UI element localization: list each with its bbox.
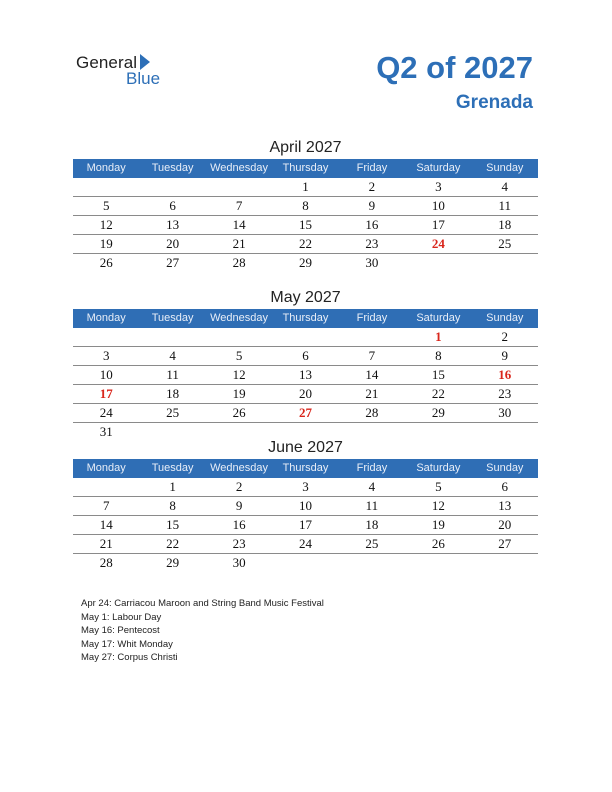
day-cell: 5 — [405, 478, 471, 497]
day-cell: 12 — [405, 497, 471, 516]
day-cell: 30 — [472, 404, 538, 423]
weekday-header: Monday — [73, 159, 139, 178]
day-cell: 14 — [73, 516, 139, 535]
day-cell: 6 — [472, 478, 538, 497]
day-cell: 24 — [405, 235, 471, 254]
day-cell: 8 — [139, 497, 205, 516]
day-cell: 3 — [405, 178, 471, 197]
holiday-notes — [81, 597, 324, 665]
day-cell: 16 — [206, 516, 272, 535]
day-cell: 13 — [472, 497, 538, 516]
day-cell: 27 — [166, 255, 180, 270]
calendar-grid — [73, 159, 538, 272]
weekday-header: Sunday — [472, 309, 538, 328]
empty-day-cell — [73, 478, 139, 497]
day-cell: 20 — [272, 385, 338, 404]
empty-day-cell — [472, 254, 538, 272]
day-cell: 25 — [472, 235, 538, 254]
weekday-header: Saturday — [405, 159, 471, 178]
day-cell: 21 — [206, 235, 272, 254]
day-cell: 2 — [339, 178, 405, 197]
empty-day-cell — [139, 178, 205, 197]
day-cell: 21 — [339, 385, 405, 404]
day-cell: 19 — [206, 385, 272, 404]
day-cell: 9 — [472, 347, 538, 366]
day-cell: 11 — [139, 366, 205, 385]
day-cell: 4 — [472, 178, 538, 197]
day-cell: 28 — [339, 404, 405, 423]
day-cell: 4 — [139, 347, 205, 366]
holiday-note: May 27: Corpus Christi — [81, 652, 178, 663]
day-cell: 29 — [166, 555, 180, 570]
day-cell: 10 — [73, 366, 139, 385]
day-cell: 23 — [339, 235, 405, 254]
calendar-grid — [73, 459, 538, 572]
day-cell: 22 — [272, 235, 338, 254]
day-cell: 6 — [272, 347, 338, 366]
weekday-header: Sunday — [472, 159, 538, 178]
day-cell: 11 — [339, 497, 405, 516]
day-cell: 1 — [272, 178, 338, 197]
day-cell: 6 — [139, 197, 205, 216]
month-calendar-may — [73, 287, 538, 441]
weekday-header: Monday — [73, 459, 139, 478]
empty-day-cell — [472, 554, 538, 572]
day-cell: 15 — [405, 366, 471, 385]
month-calendar-april — [73, 137, 538, 272]
weekday-header: Tuesday — [139, 309, 205, 328]
day-cell: 31 — [99, 424, 113, 439]
day-cell: 3 — [73, 347, 139, 366]
weekday-header: Saturday — [405, 459, 471, 478]
day-cell: 9 — [339, 197, 405, 216]
day-cell: 8 — [272, 197, 338, 216]
month-title: June 2027 — [268, 439, 343, 456]
weekday-header: Thursday — [272, 309, 338, 328]
day-cell: 1 — [405, 328, 471, 347]
day-cell: 29 — [298, 255, 312, 270]
day-cell: 5 — [206, 347, 272, 366]
day-cell: 16 — [339, 216, 405, 235]
day-cell: 30 — [232, 555, 246, 570]
day-cell: 4 — [339, 478, 405, 497]
day-cell: 23 — [206, 535, 272, 554]
day-cell: 2 — [472, 328, 538, 347]
day-cell: 7 — [339, 347, 405, 366]
empty-day-cell — [73, 328, 139, 347]
day-cell: 27 — [272, 404, 338, 423]
day-cell: 26 — [99, 255, 113, 270]
country-name: Grenada — [455, 92, 533, 113]
holiday-note: Apr 24: Carriacou Maroon and String Band Music Festival — [81, 598, 324, 609]
day-cell: 26 — [206, 404, 272, 423]
weekday-header: Thursday — [272, 159, 338, 178]
day-cell: 29 — [405, 404, 471, 423]
day-cell: 25 — [339, 535, 405, 554]
day-cell: 20 — [472, 516, 538, 535]
day-cell: 16 — [472, 366, 538, 385]
month-calendar-june — [73, 437, 538, 572]
day-cell: 19 — [405, 516, 471, 535]
day-cell: 7 — [206, 197, 272, 216]
day-cell: 27 — [472, 535, 538, 554]
day-cell: 12 — [206, 366, 272, 385]
empty-day-cell — [272, 554, 338, 572]
day-cell: 24 — [73, 404, 139, 423]
day-cell: 7 — [73, 497, 139, 516]
empty-day-cell — [73, 178, 139, 197]
day-cell: 24 — [272, 535, 338, 554]
weekday-header: Sunday — [472, 459, 538, 478]
day-cell: 17 — [405, 216, 471, 235]
day-cell: 30 — [365, 255, 379, 270]
day-cell: 17 — [73, 385, 139, 404]
weekday-header: Saturday — [405, 309, 471, 328]
empty-day-cell — [206, 178, 272, 197]
weekday-header: Thursday — [272, 459, 338, 478]
weekday-header: Monday — [73, 309, 139, 328]
day-cell: 14 — [206, 216, 272, 235]
day-cell: 15 — [139, 516, 205, 535]
day-cell: 18 — [472, 216, 538, 235]
day-cell: 17 — [272, 516, 338, 535]
weekday-header: Tuesday — [139, 159, 205, 178]
day-cell: 13 — [139, 216, 205, 235]
day-cell: 21 — [73, 535, 139, 554]
day-cell: 10 — [405, 197, 471, 216]
day-cell: 2 — [206, 478, 272, 497]
empty-day-cell — [339, 328, 405, 347]
day-cell: 3 — [272, 478, 338, 497]
day-cell: 18 — [139, 385, 205, 404]
month-title: April 2027 — [269, 139, 342, 156]
day-cell: 8 — [405, 347, 471, 366]
empty-day-cell — [405, 554, 471, 572]
holiday-note: May 17: Whit Monday — [81, 638, 173, 650]
weekday-header: Wednesday — [206, 459, 272, 478]
brand-logo — [76, 53, 176, 87]
day-cell: 12 — [73, 216, 139, 235]
logo-general-text: General — [76, 53, 138, 72]
day-cell: 5 — [73, 197, 139, 216]
day-cell: 25 — [139, 404, 205, 423]
day-cell: 13 — [272, 366, 338, 385]
day-cell: 19 — [73, 235, 139, 254]
day-cell: 22 — [405, 385, 471, 404]
day-cell: 22 — [139, 535, 205, 554]
weekday-header: Wednesday — [206, 309, 272, 328]
day-cell: 26 — [405, 535, 471, 554]
empty-day-cell — [339, 554, 405, 572]
logo-triangle-icon — [140, 54, 150, 70]
calendar-grid — [73, 309, 538, 441]
day-cell: 28 — [99, 555, 113, 570]
month-title: May 2027 — [270, 289, 341, 306]
day-cell: 10 — [272, 497, 338, 516]
logo-blue-text: Blue — [126, 69, 161, 88]
day-cell: 14 — [339, 366, 405, 385]
day-cell: 9 — [206, 497, 272, 516]
day-cell: 15 — [272, 216, 338, 235]
day-cell: 11 — [472, 197, 538, 216]
day-cell: 1 — [139, 478, 205, 497]
weekday-header: Friday — [339, 459, 405, 478]
page-title: Q2 of 2027 — [376, 50, 533, 85]
weekday-header: Tuesday — [139, 459, 205, 478]
empty-day-cell — [272, 328, 338, 347]
weekday-header: Wednesday — [206, 159, 272, 178]
holiday-note: May 16: Pentecost — [81, 625, 160, 636]
day-cell: 23 — [472, 385, 538, 404]
day-cell: 28 — [232, 255, 246, 270]
empty-day-cell — [206, 328, 272, 347]
empty-day-cell — [405, 254, 471, 272]
weekday-header: Friday — [339, 159, 405, 178]
day-cell: 20 — [139, 235, 205, 254]
holiday-note: May 1: Labour Day — [81, 611, 162, 623]
empty-day-cell — [139, 328, 205, 347]
weekday-header: Friday — [339, 309, 405, 328]
day-cell: 18 — [339, 516, 405, 535]
